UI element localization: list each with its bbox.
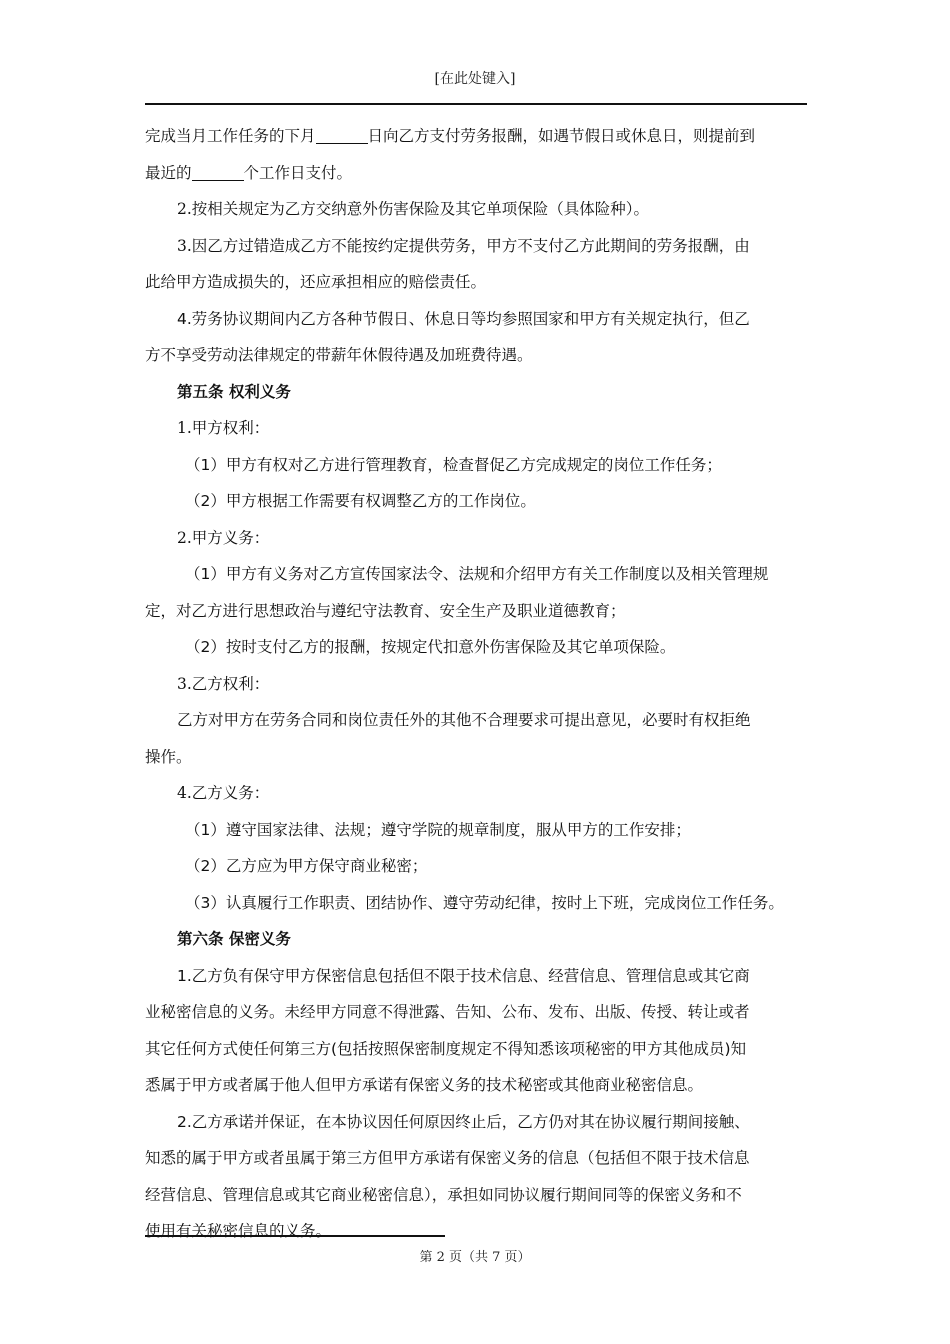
paragraph: 知悉的属于甲方或者虽属于第三方但甲方承诺有保密义务的信息（包括但不限于技术信息 [145, 1149, 750, 1167]
section-heading-6: 第六条 保密义务 [177, 930, 291, 948]
paragraph: 使用有关秘密信息的义务。 [145, 1222, 332, 1240]
fill-in-blank [192, 162, 244, 181]
list-item: （3）认真履行工作职责、团结协作、遵守劳动纪律，按时上下班，完成岗位工作任务。 [185, 893, 784, 912]
list-item: （1）遵守国家法律、法规；遵守学院的规章制度，服从甲方的工作安排； [185, 820, 691, 839]
paragraph: 方不享受劳动法律规定的带薪年休假待遇及加班费待遇。 [145, 346, 533, 364]
paragraph: 悉属于甲方或者属于他人但甲方承诺有保密义务的技术秘密或其他商业秘密信息。 [145, 1076, 704, 1094]
paragraph: 3.因乙方过错造成乙方不能按约定提供劳务，甲方不支付乙方此期间的劳务报酬，由 [177, 236, 750, 255]
paragraph: 完成当月工作任务的下月 日向乙方支付劳务报酬，如遇节假日或休息日，则提前到 [145, 127, 756, 145]
list-item: （1）甲方有义务对乙方宣传国家法令、法规和介绍甲方有关工作制度以及相关管理规 [185, 565, 769, 583]
paragraph: 此给甲方造成损失的，还应承担相应的赔偿责任。 [145, 273, 487, 291]
list-item: （2）按时支付乙方的报酬，按规定代扣意外伤害保险及其它单项保险。 [185, 638, 676, 656]
paragraph: 操作。 [145, 747, 192, 766]
paragraph: 其它任何方式使任何第三方(包括按照保密制度规定不得知悉该项秘密的甲方其他成员)知 [145, 1039, 747, 1058]
paragraph: 经营信息、管理信息或其它商业秘密信息），承担如同协议履行期间同等的保密义务和不 [145, 1185, 742, 1204]
paragraph: 4.乙方义务： [177, 784, 270, 802]
page-header: [在此处键入] [434, 71, 516, 87]
footer-rule [145, 1235, 445, 1237]
document-body [145, 118, 807, 1250]
list-item: （2）乙方应为甲方保守商业秘密； [185, 857, 428, 875]
list-item: （1）甲方有权对乙方进行管理教育，检查督促乙方完成规定的岗位工作任务； [185, 455, 722, 474]
section-heading-5: 第五条 权利义务 [177, 382, 291, 401]
paragraph: 业秘密信息的义务。未经甲方同意不得泄露、告知、公布、发布、出版、传授、转让或者 [145, 1003, 750, 1021]
page-number: 第 2 页（共 7 页） [419, 1250, 531, 1265]
paragraph: 2.甲方义务： [177, 528, 270, 547]
paragraph: 2.按相关规定为乙方交纳意外伤害保险及其它单项保险（具体险种）。 [177, 200, 650, 218]
paragraph: 1.乙方负有保守甲方保密信息包括但不限于技术信息、经营信息、管理信息或其它商 [177, 966, 750, 985]
paragraph: 1.甲方权利： [177, 419, 270, 437]
fill-in-blank [316, 125, 368, 144]
paragraph: 4.劳务协议期间内乙方各种节假日、休息日等均参照国家和甲方有关规定执行，但乙 [177, 309, 750, 328]
paragraph: 定，对乙方进行思想政治与遵纪守法教育、安全生产及职业道德教育； [145, 601, 626, 620]
list-item: （2）甲方根据工作需要有权调整乙方的工作岗位。 [185, 492, 536, 510]
paragraph: 最近的 个工作日支付。 [145, 163, 353, 182]
paragraph: 乙方对甲方在劳务合同和岗位责任外的其他不合理要求可提出意见，必要时有权拒绝 [177, 711, 751, 729]
paragraph: 3.乙方权利： [177, 674, 270, 693]
paragraph: 2.乙方承诺并保证，在本协议因任何原因终止后，乙方仍对其在协议履行期间接触、 [177, 1112, 750, 1131]
header-rule [145, 103, 807, 105]
